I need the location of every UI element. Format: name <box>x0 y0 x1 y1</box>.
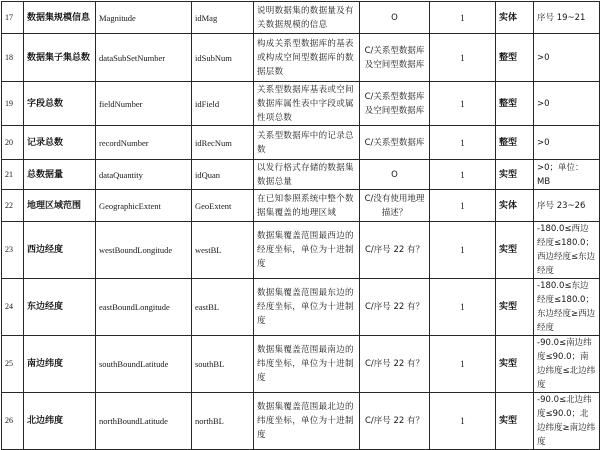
metadata-element-table <box>1 1 600 450</box>
value-domain: -90.0≤北边纬度≤90.0；北边纬度≥南边纬度 <box>534 393 600 450</box>
row-number: 20 <box>2 126 24 160</box>
obligation: C/序号 22 有？ <box>360 336 430 393</box>
english-name: Magnitude <box>96 2 192 34</box>
english-name: dataQuantity <box>96 160 192 190</box>
short-name: idRecNum <box>192 126 254 160</box>
obligation: C/序号 22 有？ <box>360 393 430 450</box>
definition: 数据集覆盖范围最西边的经度坐标，单位为十进制度 <box>254 222 360 279</box>
row-number: 25 <box>2 336 24 393</box>
row-number: 23 <box>2 222 24 279</box>
value-domain: -90.0≤南边纬度≤90.0；南边纬度≤北边纬度 <box>534 336 600 393</box>
chinese-name: 总数据量 <box>24 160 96 190</box>
english-name: GeographicExtent <box>96 190 192 222</box>
english-name: dataSubSetNumber <box>96 34 192 82</box>
max-occurrence: 1 <box>430 34 496 82</box>
obligation: C/关系型数据库及空间型数据库 <box>360 82 430 126</box>
table-row <box>2 190 600 222</box>
data-type: 实型 <box>496 279 534 336</box>
data-type: 实型 <box>496 160 534 190</box>
short-name: northBL <box>192 393 254 450</box>
table-row <box>2 336 600 393</box>
value-domain: >0；单位：MB <box>534 160 600 190</box>
row-number: 19 <box>2 82 24 126</box>
definition: 数据集覆盖范围最东边的经度坐标，单位为十进制度 <box>254 279 360 336</box>
chinese-name: 西边经度 <box>24 222 96 279</box>
row-number: 17 <box>2 2 24 34</box>
max-occurrence: 1 <box>430 336 496 393</box>
english-name: fieldNumber <box>96 82 192 126</box>
value-domain: 序号 19~21 <box>534 2 600 34</box>
definition: 构成关系型数据库的基表或构成空间型数据库的数据层数 <box>254 34 360 82</box>
max-occurrence: 1 <box>430 82 496 126</box>
max-occurrence: 1 <box>430 393 496 450</box>
max-occurrence: 1 <box>430 279 496 336</box>
english-name: westBoundLongitude <box>96 222 192 279</box>
english-name: recordNumber <box>96 126 192 160</box>
max-occurrence: 1 <box>430 222 496 279</box>
short-name: idField <box>192 82 254 126</box>
chinese-name: 东边经度 <box>24 279 96 336</box>
data-type: 整型 <box>496 126 534 160</box>
row-number: 21 <box>2 160 24 190</box>
definition: 关系型数据库中的记录总数 <box>254 126 360 160</box>
value-domain: >0 <box>534 82 600 126</box>
table-row <box>2 393 600 450</box>
data-type: 实体 <box>496 190 534 222</box>
short-name: GeoExtent <box>192 190 254 222</box>
value-domain: -180.0≤东边经度≤180.0；东边经度≥西边经度 <box>534 279 600 336</box>
chinese-name: 地理区域范围 <box>24 190 96 222</box>
table-row <box>2 222 600 279</box>
data-type: 实型 <box>496 393 534 450</box>
short-name: westBL <box>192 222 254 279</box>
value-domain: >0 <box>534 34 600 82</box>
definition: 关系型数据库基表或空间数据库属性表中字段或属性项总数 <box>254 82 360 126</box>
chinese-name: 北边纬度 <box>24 393 96 450</box>
chinese-name: 数据集子集总数 <box>24 34 96 82</box>
chinese-name: 记录总数 <box>24 126 96 160</box>
value-domain: 序号 23~26 <box>534 190 600 222</box>
value-domain: -180.0≤西边经度≤180.0；西边经度≤东边经度 <box>534 222 600 279</box>
table-body <box>2 2 600 450</box>
max-occurrence: 1 <box>430 126 496 160</box>
definition: 以发行格式存储的数据集数据总量 <box>254 160 360 190</box>
obligation: O <box>360 160 430 190</box>
obligation: C/序号 22 有？ <box>360 222 430 279</box>
obligation: O <box>360 2 430 34</box>
table-row <box>2 126 600 160</box>
table-row <box>2 82 600 126</box>
row-number: 18 <box>2 34 24 82</box>
table-row <box>2 2 600 34</box>
obligation: C/关系型数据库及空间型数据库 <box>360 34 430 82</box>
data-type: 实型 <box>496 222 534 279</box>
row-number: 22 <box>2 190 24 222</box>
short-name: eastBL <box>192 279 254 336</box>
data-type: 实体 <box>496 2 534 34</box>
definition: 在已知参照系统中整个数据集覆盖的地理区域 <box>254 190 360 222</box>
chinese-name: 南边纬度 <box>24 336 96 393</box>
max-occurrence: 1 <box>430 190 496 222</box>
english-name: eastBoundLongitude <box>96 279 192 336</box>
english-name: northBoundLatitude <box>96 393 192 450</box>
short-name: idQuan <box>192 160 254 190</box>
row-number: 26 <box>2 393 24 450</box>
data-type: 整型 <box>496 34 534 82</box>
obligation: C/没有使用地理描述？ <box>360 190 430 222</box>
table-row <box>2 279 600 336</box>
obligation: C/关系型数据库 <box>360 126 430 160</box>
max-occurrence: 1 <box>430 160 496 190</box>
short-name: idMag <box>192 2 254 34</box>
row-number: 24 <box>2 279 24 336</box>
data-type: 实型 <box>496 336 534 393</box>
max-occurrence: 1 <box>430 2 496 34</box>
english-name: southBoundLatitude <box>96 336 192 393</box>
definition: 数据集覆盖范围最南边的纬度坐标，单位为十进制度 <box>254 336 360 393</box>
definition: 数据集覆盖范围最北边的纬度坐标，单位为十进制度 <box>254 393 360 450</box>
obligation: C/序号 22 有？ <box>360 279 430 336</box>
chinese-name: 数据集规模信息 <box>24 2 96 34</box>
short-name: southBL <box>192 336 254 393</box>
table-row <box>2 160 600 190</box>
chinese-name: 字段总数 <box>24 82 96 126</box>
definition: 说明数据集的数据量及有关数据规模的信息 <box>254 2 360 34</box>
value-domain: >0 <box>534 126 600 160</box>
data-type: 整型 <box>496 82 534 126</box>
table-row <box>2 34 600 82</box>
short-name: idSubNum <box>192 34 254 82</box>
